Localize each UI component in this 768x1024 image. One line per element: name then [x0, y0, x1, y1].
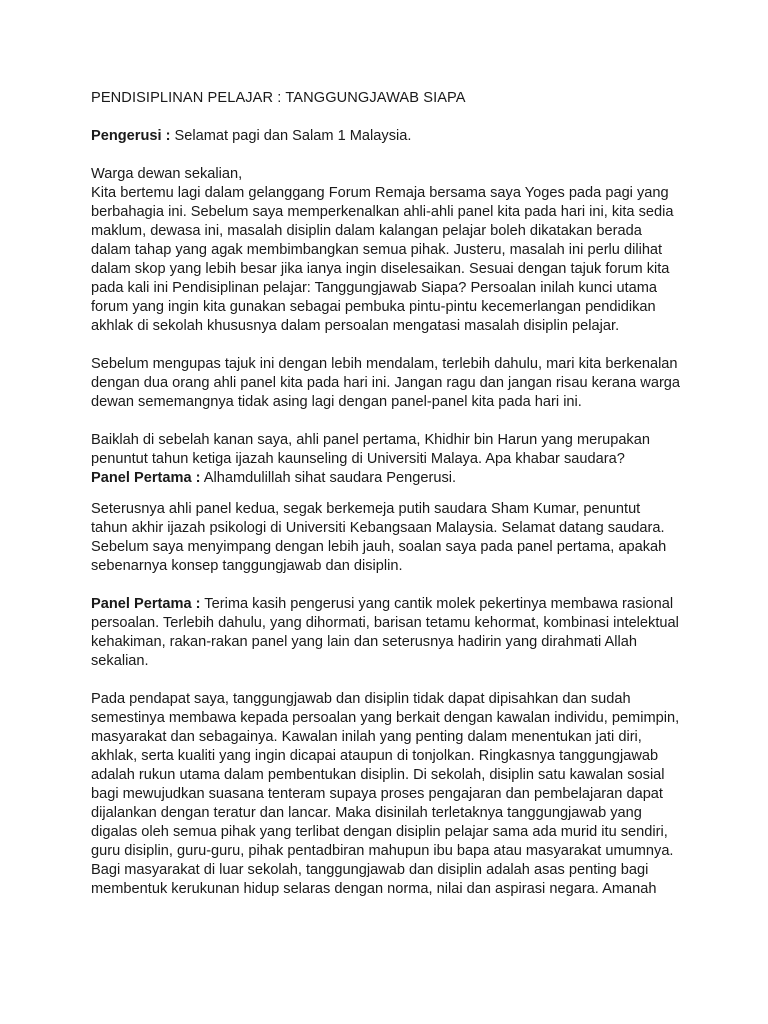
paragraph-line: persoalan. Terlebih dahulu, yang dihormati, barisan tetamu kehormat, kombinasi intelektual — [91, 615, 679, 631]
paragraph-line: Pada pendapat saya, tanggungjawab dan disiplin tidak dapat dipisahkan dan sudah — [91, 691, 631, 707]
paragraph-line: akhlak di sekolah khususnya dalam persoalan mengatasi masalah disiplin pelajar. — [91, 318, 620, 334]
paragraph-line: semestinya membawa kepada persoalan yang berkait dengan kawalan individu, pemimpin, — [91, 710, 680, 726]
paragraph-line: Alhamdulillah sihat saudara Pengerusi. — [200, 470, 457, 486]
paragraph-line: dijalankan dengan teratur dan lancar. Maka disinilah terletaknya tanggungjawab yang — [91, 805, 642, 821]
paragraph-line: Baiklah di sebelah kanan saya, ahli panel pertama, Khidhir bin Harun yang merupakan — [91, 432, 650, 448]
paragraph-line: guru disiplin, guru-guru, pihak pentadbiran mahupun ibu bapa atau masyarakat umumnya. — [91, 843, 674, 859]
paragraph-line: penuntut tahun ketiga ijazah kaunseling di Universiti Malaya. Apa khabar saudara? — [91, 451, 625, 467]
paragraph-line: berbahagia ini. Sebelum saya memperkenalkan ahli-ahli panel kita pada hari ini, kita sedia — [91, 204, 674, 220]
paragraph-line: dewan sememangnya tidak asing lagi dengan panel-panel kita pada hari ini. — [91, 394, 582, 410]
paragraph-pengerusi-greeting — [91, 127, 708, 146]
document-title: PENDISIPLINAN PELAJAR : TANGGUNGJAWAB SIAPA — [91, 90, 466, 106]
speaker-label: Panel Pertama : — [91, 470, 201, 486]
paragraph-panel-introduction — [91, 355, 708, 412]
paragraph-line: Selamat pagi dan Salam 1 Malaysia. — [170, 128, 412, 144]
paragraph-second-panelist — [91, 500, 708, 576]
paragraph-line: bagi mewujudkan suasana tenteram supaya proses pengajaran dan pembelajaran dapat — [91, 786, 663, 802]
paragraph-line: forum yang ingin kita gunakan sebagai pembuka pintu-pintu kecemerlangan pendidikan — [91, 299, 656, 315]
paragraph-line: Bagi masyarakat di luar sekolah, tanggungjawab dan disiplin adalah asas penting bagi — [91, 862, 649, 878]
paragraph-line: kehakiman, rakan-rakan panel yang lain dan seterusnya hadirin yang dirahmati Allah — [91, 634, 637, 650]
paragraph-panel-pertama-answer — [91, 595, 708, 671]
paragraph-line: digalas oleh semua pihak yang terlibat dengan disiplin pelajar sama ada murid itu sendiri, — [91, 824, 668, 840]
paragraph-opening-address — [91, 165, 708, 336]
paragraph-opinion — [91, 690, 708, 899]
paragraph-line: masyarakat dan sebagainya. Kawalan inilah yang penting dalam menentukan jati diri, — [91, 729, 642, 745]
paragraph-line: tahun akhir ijazah psikologi di Universiti Kebangsaan Malaysia. Selamat datang saudara. — [91, 520, 665, 536]
paragraph-line: Sebelum mengupas tajuk ini dengan lebih mendalam, terlebih dahulu, mari kita berkenalan — [91, 356, 678, 372]
paragraph-line: akhlak, serta kualiti yang ingin dicapai ataupun di tonjolkan. Ringkasnya tanggungjawab — [91, 748, 659, 764]
paragraph-line: Kita bertemu lagi dalam gelanggang Forum Remaja bersama saya Yoges pada pagi yang — [91, 185, 669, 201]
paragraph-line: pada kali ini Pendisiplinan pelajar: Tanggungjawab Siapa? Persoalan inilah kunci utama — [91, 280, 658, 296]
paragraph-line: dalam tahap yang agak membimbangkan semua pihak. Justeru, masalah ini perlu dilihat — [91, 242, 663, 258]
paragraph-panel-pertama-reply — [91, 469, 708, 488]
speaker-label: Panel Pertama : — [91, 596, 201, 612]
paragraph-line: dengan dua orang ahli panel kita pada hari ini. Jangan ragu dan jangan risau kerana warga — [91, 375, 681, 391]
paragraph-line: membentuk kerukunan hidup selaras dengan norma, nilai dan aspirasi negara. Amanah — [91, 881, 657, 897]
paragraph-first-panelist — [91, 431, 708, 469]
paragraph-line: sekalian. — [91, 653, 149, 669]
paragraph-line: dalam skop yang lebih besar jika ianya ingin diselesaikan. Sesuai dengan tajuk forum kita — [91, 261, 670, 277]
paragraph-line: Seterusnya ahli panel kedua, segak berkemeja putih saudara Sham Kumar, penuntut — [91, 501, 641, 517]
paragraph-line: Warga dewan sekalian, — [91, 166, 243, 182]
paragraph-line: sebenarnya konsep tanggungjawab dan disiplin. — [91, 558, 403, 574]
paragraph-line: Terima kasih pengerusi yang cantik molek pekertinya membawa rasional — [200, 596, 674, 612]
paragraph-line: adalah rukun utama dalam pembentukan disiplin. Di sekolah, disiplin satu kawalan sosial — [91, 767, 665, 783]
paragraph-line: Sebelum saya menyimpang dengan lebih jauh, soalan saya pada panel pertama, apakah — [91, 539, 667, 555]
speaker-label: Pengerusi : — [91, 128, 171, 144]
paragraph-line: maklum, dewasa ini, masalah disiplin dalam kalangan pelajar boleh dikatakan berada — [91, 223, 642, 239]
